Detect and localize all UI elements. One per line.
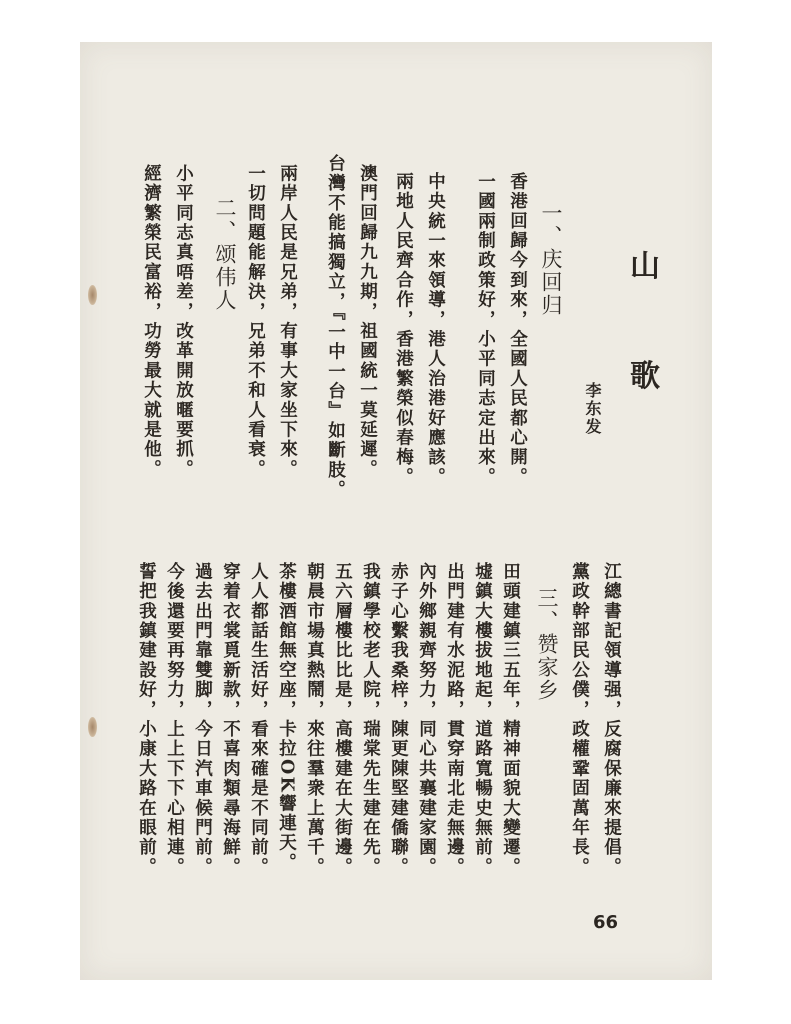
section-1-heading: 一、庆回归 [539, 202, 563, 317]
section-3-line-1: 田頭建鎮三五年，精神面貌大變遷。 [500, 562, 521, 878]
section-3-line-7: 五六層樓比比是，高樓建在大街邊。 [332, 562, 353, 878]
section-3-line-8: 朝晨市場真熱鬧，來往羣衆上萬千。 [304, 562, 325, 878]
section-3-line-2: 墟鎮大樓拔地起，道路寬暢史無前。 [472, 562, 493, 878]
binding-hole [88, 285, 97, 305]
section-3-line-5: 赤子心繫我桑梓，陳更陳堅建僑聯。 [388, 562, 409, 878]
section-3-line-10: 人人都話生活好，看來確是不同前。 [248, 562, 269, 878]
section-2-line-2: 一切問題能解決，兄弟不和人看衰。 [245, 164, 266, 480]
section-1-line-3: 中央統一來領導，港人治港好應該。 [425, 172, 446, 488]
section-2-line-3: 小平同志真唔差，改革開放暱要抓。 [173, 164, 194, 480]
author-name: 李东发 [583, 382, 602, 436]
section-3-line-6: 我鎮學校老人院，瑞棠先生建在先。 [360, 562, 381, 878]
title-char-2: 歌 [630, 359, 660, 394]
section-2-line-4: 經濟繁榮民富裕，功勞最大就是他。 [141, 164, 162, 480]
binding-hole [88, 717, 97, 737]
section-2-line-1: 兩岸人民是兄弟，有事大家坐下來。 [277, 164, 298, 480]
section-1-line-4: 兩地人民齊合作，香港繁榮似春梅。 [393, 172, 414, 488]
section-3-line-3: 出門建有水泥路，貫穿南北走無邊。 [444, 562, 465, 878]
section-2-heading: 二、颂伟人 [213, 197, 237, 312]
section-3-intro-line-1: 江總書記領導强，反腐保廉來提倡。 [601, 562, 622, 878]
section-1-line-1: 香港回歸今到來，全國人民都心開。 [507, 172, 528, 488]
section-1-line-5: 澳門回歸九九期，祖國統一莫延遲。 [357, 164, 378, 480]
section-3-line-4: 內外鄉親齊努力，同心共襄建家園。 [416, 562, 437, 878]
section-3-line-11: 穿着衣裳覓新款，不喜肉類尋海鮮。 [220, 562, 241, 878]
title-char-1: 山 [630, 249, 660, 284]
section-1-line-2: 一國兩制政策好，小平同志定出來。 [475, 172, 496, 488]
section-3-heading: 三、赞家乡 [535, 587, 559, 702]
section-3-line-13: 今後還要再努力，上上下下心相連。 [164, 562, 185, 878]
section-3-line-9: 茶樓酒館無空座，卡拉OK響連天。 [276, 562, 297, 873]
book-page [80, 42, 712, 980]
section-3-intro-line-2: 黨政幹部民公僕，政權鞏固萬年長。 [569, 562, 590, 878]
page-number: 66 [593, 912, 619, 933]
section-3-line-12: 過去出門靠雙脚，今日汽車候門前。 [192, 562, 213, 878]
section-3-line-14: 誓把我鎮建設好，小康大路在眼前。 [136, 562, 157, 878]
section-1-line-6: 台灣不能搞獨立，『一中一台』如斷肢。 [325, 154, 346, 500]
